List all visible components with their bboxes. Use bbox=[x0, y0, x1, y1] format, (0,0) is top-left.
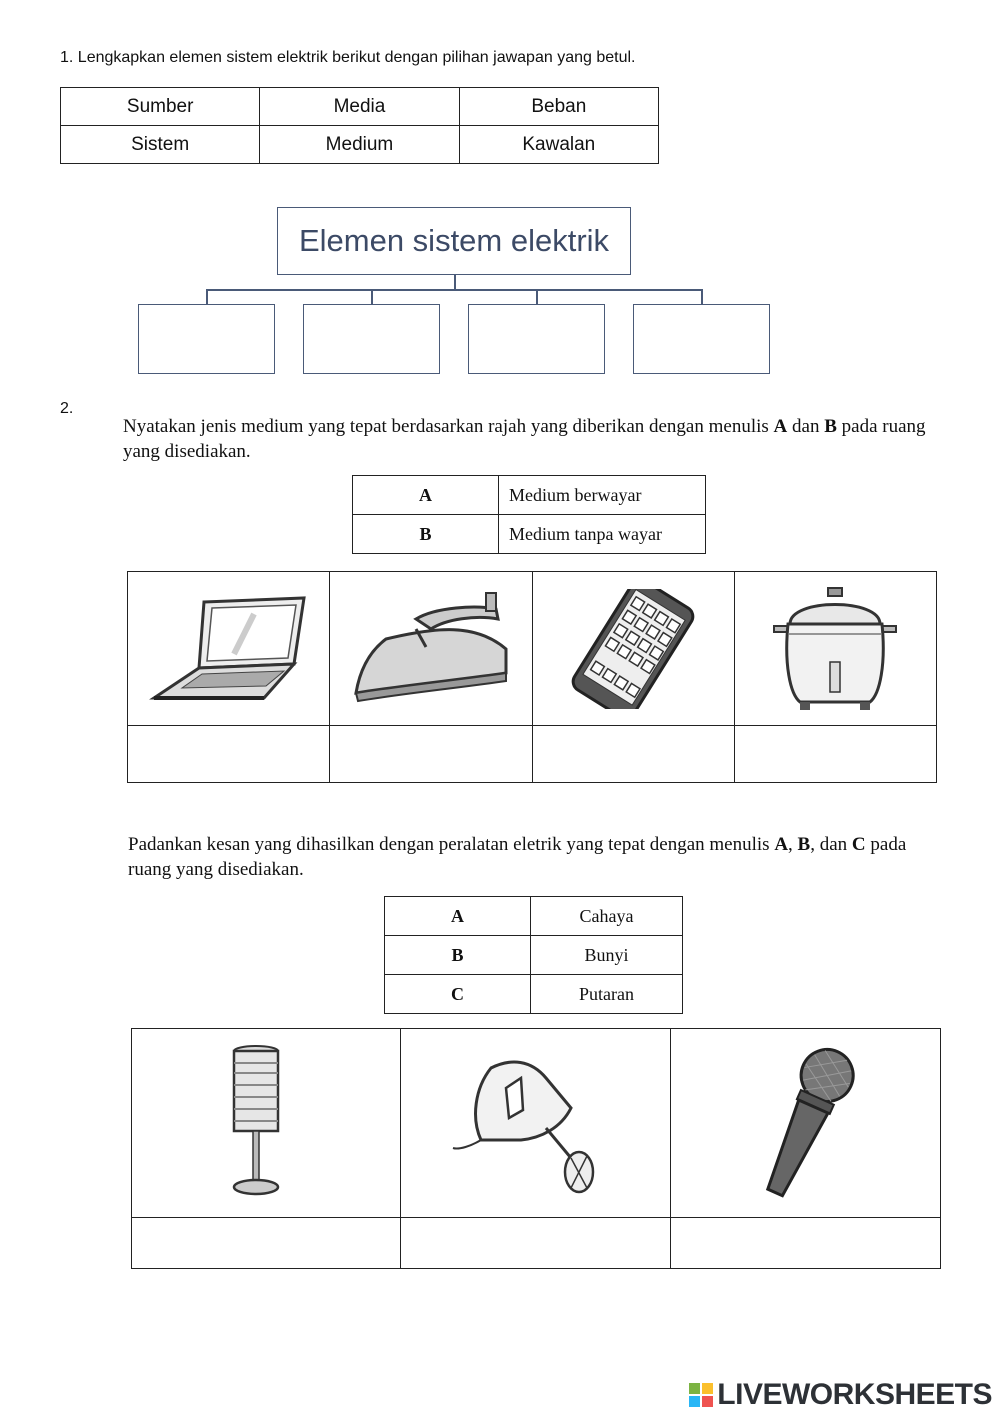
tree-connector bbox=[206, 289, 702, 291]
logo-square bbox=[689, 1383, 700, 1394]
picture-cell bbox=[734, 572, 936, 726]
choice-cell: Medium bbox=[260, 126, 459, 164]
key-value: Putaran bbox=[531, 975, 683, 1014]
question-2-number: 2. bbox=[60, 400, 74, 417]
answer-box-2[interactable] bbox=[303, 304, 440, 374]
answer-box-1[interactable] bbox=[138, 304, 275, 374]
choice-cell: Sistem bbox=[61, 126, 260, 164]
logo-square bbox=[702, 1396, 713, 1407]
iron-icon bbox=[346, 589, 516, 709]
question-1-title: 1. Lengkapkan elemen sistem elektrik berikut dengan pilihan jawapan yang betul. bbox=[60, 49, 636, 66]
tree-root-box: Elemen sistem elektrik bbox=[277, 207, 631, 275]
answer-cell[interactable] bbox=[128, 726, 330, 783]
laptop-icon bbox=[144, 594, 314, 704]
tree-connector bbox=[701, 289, 703, 304]
choice-cell: Media bbox=[260, 88, 459, 126]
rice-cooker-icon bbox=[750, 584, 920, 714]
choice-cell: Kawalan bbox=[459, 126, 658, 164]
answer-cell[interactable] bbox=[734, 726, 936, 783]
answer-cell[interactable] bbox=[330, 726, 532, 783]
liveworksheets-logo bbox=[689, 1378, 992, 1412]
key-value: Medium berwayar bbox=[499, 476, 706, 515]
answer-cell[interactable] bbox=[532, 726, 734, 783]
logo-text: LIVEWORKSHEETS bbox=[717, 1378, 992, 1411]
answer-cell[interactable] bbox=[401, 1218, 671, 1269]
tree-connector bbox=[536, 289, 538, 304]
logo-mark-icon bbox=[689, 1383, 713, 1407]
key-letter: B bbox=[385, 936, 531, 975]
tree-connector bbox=[371, 289, 373, 304]
effect-picture-grid bbox=[131, 1028, 941, 1269]
logo-square bbox=[689, 1396, 700, 1407]
key-value: Bunyi bbox=[531, 936, 683, 975]
tree-connector bbox=[454, 275, 456, 290]
key-value: Cahaya bbox=[531, 897, 683, 936]
key-letter: A bbox=[353, 476, 499, 515]
tree-connector bbox=[206, 289, 208, 304]
key-letter: A bbox=[385, 897, 531, 936]
answer-box-4[interactable] bbox=[633, 304, 770, 374]
picture-cell bbox=[330, 572, 532, 726]
picture-cell bbox=[132, 1029, 401, 1218]
picture-cell bbox=[532, 572, 734, 726]
answer-cell[interactable] bbox=[132, 1218, 401, 1269]
hand-mixer-icon bbox=[451, 1048, 621, 1198]
effect-key-table bbox=[384, 896, 683, 1014]
picture-cell bbox=[128, 572, 330, 726]
choice-cell: Sumber bbox=[61, 88, 260, 126]
question-2-instruction: Nyatakan jenis medium yang tepat berdasarkan rajah yang diberikan dengan menulis A dan B pada ruang yang disediakan. bbox=[123, 416, 926, 462]
answer-box-3[interactable] bbox=[468, 304, 605, 374]
microphone-icon bbox=[746, 1043, 866, 1203]
choice-cell: Beban bbox=[459, 88, 658, 126]
answer-cell[interactable] bbox=[671, 1218, 941, 1269]
logo-square bbox=[702, 1383, 713, 1394]
medium-key-table bbox=[352, 475, 706, 554]
key-letter: B bbox=[353, 515, 499, 554]
question-3-instruction: Padankan kesan yang dihasilkan dengan peralatan eletrik yang tepat dengan menulis A, B, dan C pada ruang yang disediakan. bbox=[128, 834, 907, 880]
picture-cell bbox=[671, 1029, 941, 1218]
lamp-icon bbox=[226, 1043, 306, 1203]
medium-picture-grid bbox=[127, 571, 937, 783]
key-letter: C bbox=[385, 975, 531, 1014]
answer-choices-table bbox=[60, 87, 659, 164]
smartphone-icon bbox=[548, 589, 718, 709]
key-value: Medium tanpa wayar bbox=[499, 515, 706, 554]
picture-cell bbox=[401, 1029, 671, 1218]
